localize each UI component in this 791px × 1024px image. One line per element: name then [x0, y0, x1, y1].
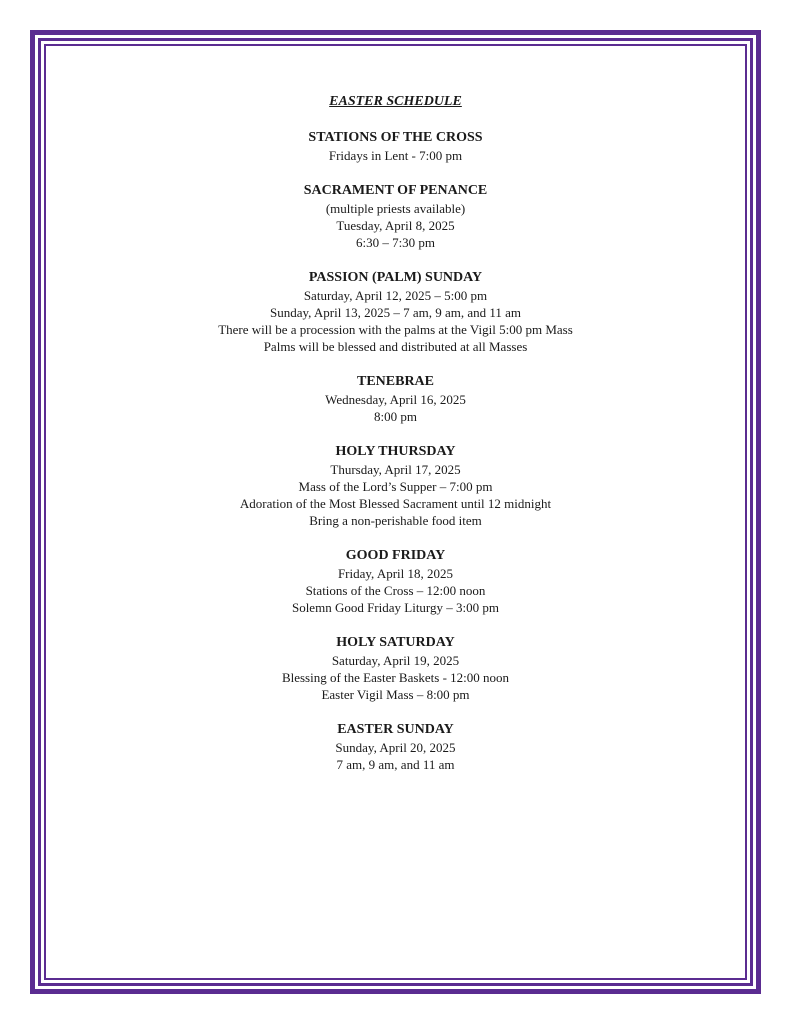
section-line: Tuesday, April 8, 2025: [336, 218, 455, 233]
section-line: 8:00 pm: [374, 409, 417, 424]
schedule-section: [50, 634, 741, 703]
section-line: Mass of the Lord’s Supper – 7:00 pm: [298, 479, 493, 494]
schedule-section: [50, 129, 741, 164]
section-line: (multiple priests available): [325, 201, 466, 216]
section-line: 7 am, 9 am, and 11 am: [336, 757, 455, 772]
section-heading: HOLY SATURDAY: [336, 635, 455, 650]
section-line: There will be a procession with the palms at the Vigil 5:00 pm Mass: [218, 322, 573, 337]
section-line: Stations of the Cross – 12:00 noon: [305, 583, 486, 598]
section-heading: STATIONS OF THE CROSS: [308, 130, 483, 145]
schedule-section: [50, 373, 741, 425]
section-line: Solemn Good Friday Liturgy – 3:00 pm: [291, 600, 500, 615]
section-line: Thursday, April 17, 2025: [330, 462, 461, 477]
schedule-sections: [50, 129, 741, 773]
section-line: Adoration of the Most Blessed Sacrament until 12 midnight: [239, 496, 552, 511]
section-heading: PASSION (PALM) SUNDAY: [308, 270, 483, 285]
section-heading: HOLY THURSDAY: [335, 444, 456, 459]
section-line: Saturday, April 12, 2025 – 5:00 pm: [303, 288, 488, 303]
section-line: Easter Vigil Mass – 8:00 pm: [321, 687, 470, 702]
schedule-section: [50, 182, 741, 251]
section-line: Fridays in Lent - 7:00 pm: [328, 148, 463, 163]
section-line: Sunday, April 20, 2025: [335, 740, 456, 755]
section-heading: GOOD FRIDAY: [345, 548, 446, 563]
schedule-content: [50, 93, 741, 791]
section-line: Saturday, April 19, 2025: [331, 653, 460, 668]
page-title: EASTER SCHEDULE: [329, 94, 462, 109]
section-line: Friday, April 18, 2025: [337, 566, 454, 581]
section-heading: EASTER SUNDAY: [337, 722, 454, 737]
section-heading: SACRAMENT OF PENANCE: [303, 183, 488, 198]
section-line: Blessing of the Easter Baskets - 12:00 noon: [281, 670, 510, 685]
schedule-section: [50, 443, 741, 529]
schedule-section: [50, 547, 741, 616]
section-line: Wednesday, April 16, 2025: [325, 392, 466, 407]
schedule-section: [50, 269, 741, 355]
section-line: Palms will be blessed and distributed at all Masses: [263, 339, 528, 354]
section-heading: TENEBRAE: [356, 374, 435, 389]
section-line: Sunday, April 13, 2025 – 7 am, 9 am, and 11 am: [269, 305, 522, 320]
section-line: 6:30 – 7:30 pm: [355, 235, 436, 250]
section-line: Bring a non-perishable food item: [309, 513, 482, 528]
schedule-section: [50, 721, 741, 773]
